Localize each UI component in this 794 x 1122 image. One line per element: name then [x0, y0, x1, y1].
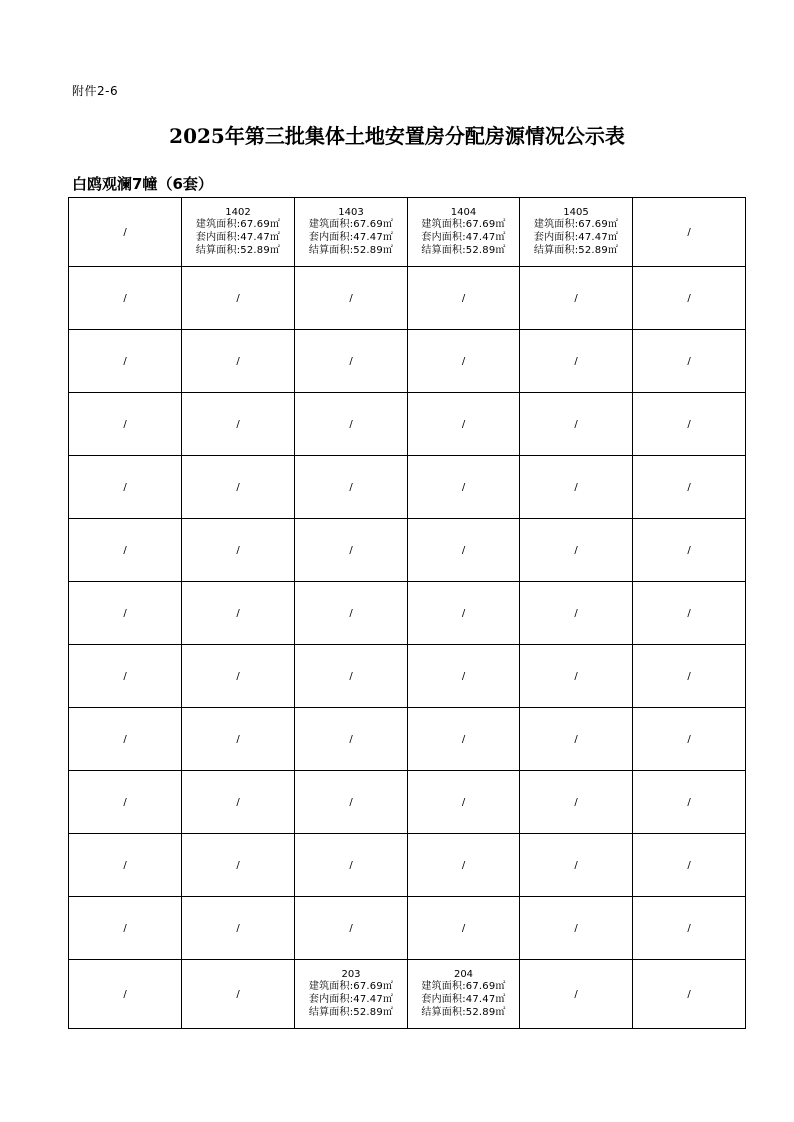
empty-cell [295, 897, 408, 960]
empty-mark: / [123, 733, 127, 745]
inner-area: 套内面积:47.47㎡ [308, 994, 394, 1005]
empty-mark: / [687, 796, 691, 808]
empty-cell [182, 393, 295, 456]
settlement-area: 结算面积:52.89㎡ [421, 1006, 506, 1018]
empty-cell [520, 897, 633, 960]
unit-cell [182, 198, 295, 267]
empty-mark: / [574, 418, 578, 430]
gross-area: 建筑面积:67.69㎡ [533, 219, 619, 231]
empty-mark: / [574, 733, 578, 745]
inner-area: 套内面积:47.47㎡ [421, 994, 506, 1005]
empty-mark: / [123, 355, 127, 367]
empty-mark: / [349, 796, 353, 808]
empty-mark: / [123, 292, 127, 304]
empty-cell [408, 771, 520, 834]
empty-cell [182, 834, 295, 897]
empty-mark: / [574, 607, 578, 619]
empty-mark: / [123, 607, 127, 619]
empty-cell [520, 960, 633, 1029]
empty-mark: / [461, 607, 466, 619]
empty-mark: / [349, 670, 353, 682]
empty-cell [520, 330, 633, 393]
empty-mark: / [236, 922, 240, 934]
table-row [69, 708, 746, 771]
empty-cell [69, 393, 182, 456]
table-row [69, 267, 746, 330]
empty-cell [295, 456, 408, 519]
empty-cell [69, 267, 182, 330]
empty-cell [633, 330, 746, 393]
empty-cell [295, 645, 408, 708]
empty-cell [633, 960, 746, 1029]
empty-mark: / [236, 670, 240, 682]
unit-cell [295, 198, 408, 267]
empty-cell [633, 582, 746, 645]
empty-mark: / [687, 292, 691, 304]
empty-cell [520, 519, 633, 582]
empty-cell [69, 456, 182, 519]
unit-number: 204 [453, 968, 474, 980]
empty-cell [633, 708, 746, 771]
table-row [69, 330, 746, 393]
empty-cell [408, 393, 520, 456]
settlement-area: 结算面积:52.89㎡ [308, 244, 394, 256]
empty-cell [69, 330, 182, 393]
table-row [69, 834, 746, 897]
empty-mark: / [687, 481, 691, 493]
empty-cell [69, 960, 182, 1029]
empty-cell [633, 645, 746, 708]
unit-cell [408, 198, 520, 267]
empty-mark: / [349, 418, 353, 430]
empty-cell [633, 897, 746, 960]
empty-cell [69, 582, 182, 645]
empty-cell [408, 582, 520, 645]
gross-area: 建筑面积:67.69㎡ [308, 219, 394, 231]
empty-cell [633, 771, 746, 834]
empty-mark: / [574, 670, 578, 682]
empty-mark: / [236, 607, 240, 619]
page-title: 2025年第三批集体土地安置房分配房源情况公示表 [169, 124, 625, 148]
empty-cell [520, 267, 633, 330]
empty-cell [69, 708, 182, 771]
empty-mark: / [236, 733, 240, 745]
empty-mark: / [236, 481, 240, 493]
empty-mark: / [123, 859, 127, 871]
empty-cell [295, 519, 408, 582]
empty-cell [295, 393, 408, 456]
gross-area: 建筑面积:67.69㎡ [308, 981, 394, 993]
empty-cell [69, 519, 182, 582]
unit-number: 1405 [563, 206, 589, 218]
empty-mark: / [236, 418, 240, 430]
empty-cell [520, 456, 633, 519]
empty-cell [408, 519, 520, 582]
housing-grid-body [69, 198, 746, 1029]
empty-mark: / [236, 988, 240, 1000]
table-row [69, 456, 746, 519]
attachment-label: 附件2-6 [72, 84, 119, 98]
empty-cell [182, 582, 295, 645]
empty-cell [182, 456, 295, 519]
unit-cell [520, 198, 633, 267]
empty-mark: / [236, 292, 240, 304]
empty-mark: / [687, 922, 691, 934]
empty-mark: / [349, 607, 353, 619]
empty-cell [633, 834, 746, 897]
empty-cell [633, 198, 746, 267]
inner-area: 套内面积:47.47㎡ [533, 232, 619, 243]
empty-cell [69, 645, 182, 708]
settlement-area: 结算面积:52.89㎡ [533, 244, 619, 256]
empty-cell [182, 645, 295, 708]
inner-area: 套内面积:47.47㎡ [195, 232, 281, 243]
unit-cell [295, 960, 408, 1029]
unit-number: 203 [341, 968, 361, 980]
empty-mark: / [236, 355, 240, 367]
table-row [69, 771, 746, 834]
housing-grid [68, 197, 746, 1029]
empty-mark: / [687, 607, 691, 619]
settlement-area: 结算面积:52.89㎡ [195, 244, 281, 256]
empty-mark: / [236, 859, 240, 871]
empty-cell [520, 582, 633, 645]
empty-cell [520, 393, 633, 456]
empty-mark: / [687, 355, 691, 367]
empty-cell [182, 960, 295, 1029]
empty-cell [182, 771, 295, 834]
empty-mark: / [349, 292, 353, 304]
empty-cell [295, 582, 408, 645]
empty-mark: / [349, 859, 353, 871]
empty-cell [633, 267, 746, 330]
empty-mark: / [574, 796, 578, 808]
unit-number: 1403 [338, 206, 364, 218]
empty-cell [182, 267, 295, 330]
empty-cell [408, 645, 520, 708]
empty-cell [295, 708, 408, 771]
empty-cell [182, 330, 295, 393]
empty-mark: / [461, 355, 466, 367]
empty-mark: / [687, 544, 691, 556]
table-row [69, 897, 746, 960]
empty-mark: / [687, 418, 691, 430]
empty-cell [408, 834, 520, 897]
empty-mark: / [123, 418, 127, 430]
empty-mark: / [461, 670, 466, 682]
empty-mark: / [236, 796, 240, 808]
empty-mark: / [687, 859, 691, 871]
empty-cell [69, 198, 182, 267]
empty-mark: / [574, 355, 578, 367]
gross-area: 建筑面积:67.69㎡ [195, 219, 281, 231]
empty-mark: / [461, 796, 466, 808]
empty-cell [633, 393, 746, 456]
building-heading: 白鸥观澜7幢（6套） [72, 175, 213, 193]
empty-mark: / [123, 988, 127, 1000]
empty-mark: / [687, 733, 691, 745]
gross-area: 建筑面积:67.69㎡ [421, 219, 506, 231]
empty-mark: / [236, 544, 240, 556]
empty-mark: / [349, 544, 353, 556]
empty-mark: / [123, 796, 127, 808]
table-row [69, 582, 746, 645]
empty-mark: / [574, 544, 578, 556]
empty-cell [408, 456, 520, 519]
empty-mark: / [574, 922, 578, 934]
empty-cell [69, 897, 182, 960]
empty-mark: / [123, 922, 127, 934]
empty-mark: / [461, 292, 466, 304]
empty-mark: / [687, 670, 691, 682]
empty-mark: / [461, 544, 466, 556]
table-row [69, 198, 746, 267]
empty-mark: / [349, 355, 353, 367]
empty-mark: / [574, 859, 578, 871]
empty-cell [295, 771, 408, 834]
empty-mark: / [687, 226, 691, 238]
empty-mark: / [123, 226, 127, 238]
inner-area: 套内面积:47.47㎡ [421, 232, 506, 243]
empty-cell [69, 771, 182, 834]
empty-cell [295, 834, 408, 897]
empty-cell [69, 834, 182, 897]
empty-cell [520, 645, 633, 708]
empty-cell [182, 897, 295, 960]
settlement-area: 结算面积:52.89㎡ [421, 244, 506, 256]
empty-cell [520, 771, 633, 834]
empty-mark: / [687, 988, 691, 1000]
empty-cell [182, 519, 295, 582]
empty-mark: / [123, 670, 127, 682]
inner-area: 套内面积:47.47㎡ [308, 232, 394, 243]
empty-cell [408, 897, 520, 960]
table-row [69, 393, 746, 456]
empty-mark: / [574, 988, 578, 1000]
empty-mark: / [349, 922, 353, 934]
empty-mark: / [349, 733, 353, 745]
empty-cell [633, 456, 746, 519]
empty-cell [408, 708, 520, 771]
table-row [69, 519, 746, 582]
empty-mark: / [123, 481, 127, 493]
empty-mark: / [461, 922, 466, 934]
empty-cell [295, 330, 408, 393]
settlement-area: 结算面积:52.89㎡ [308, 1006, 394, 1018]
empty-mark: / [461, 733, 466, 745]
empty-cell [520, 708, 633, 771]
empty-mark: / [574, 292, 578, 304]
gross-area: 建筑面积:67.69㎡ [421, 981, 506, 993]
empty-mark: / [574, 481, 578, 493]
empty-mark: / [461, 418, 466, 430]
empty-mark: / [461, 481, 466, 493]
table-row [69, 645, 746, 708]
empty-cell [295, 267, 408, 330]
table-row [69, 960, 746, 1029]
empty-mark: / [461, 859, 466, 871]
unit-number: 1402 [225, 206, 251, 218]
empty-cell [633, 519, 746, 582]
unit-cell [408, 960, 520, 1029]
empty-cell [408, 330, 520, 393]
empty-mark: / [123, 544, 127, 556]
empty-cell [408, 267, 520, 330]
empty-cell [182, 708, 295, 771]
empty-cell [520, 834, 633, 897]
empty-mark: / [349, 481, 353, 493]
unit-number: 1404 [450, 206, 477, 218]
